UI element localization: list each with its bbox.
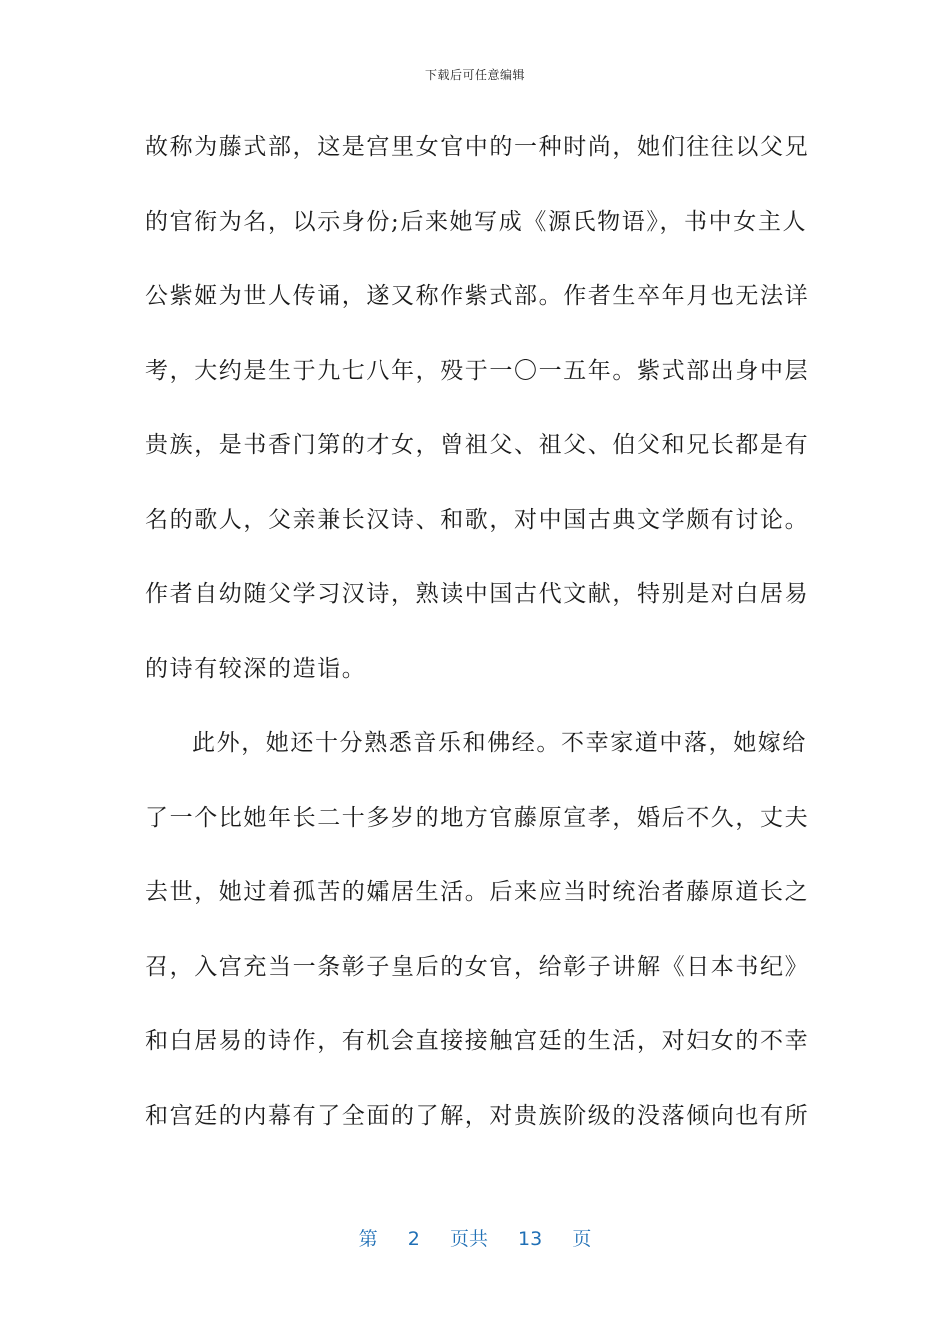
text-line: 故称为藤式部，这是宫里女官中的一种时尚，她们往往以父兄	[145, 134, 810, 160]
text-line: 了一个比她年长二十多岁的地方官藤原宣孝，婚后不久，丈夫	[145, 804, 810, 831]
text-line: 和白居易的诗作，有机会直接接触宫廷的生活，对妇女的不幸	[145, 1028, 810, 1054]
page-header-note: 下载后可任意编辑	[424, 68, 525, 82]
text-line: 考，大约是生于九七八年，殁于一〇一五年。紫式部出身中层	[145, 357, 810, 384]
page-number-footer	[0, 1224, 950, 1251]
paragraph	[145, 721, 825, 1168]
page-prefix: 第	[358, 1228, 378, 1250]
text-line: 此外，她还十分熟悉音乐和佛经。不幸家道中落，她嫁给	[192, 730, 807, 756]
paragraph	[145, 125, 825, 721]
text-line: 名的歌人，父亲兼长汉诗、和歌，对中国古典文学颇有讨论。	[145, 506, 810, 533]
current-page-number: 2	[407, 1228, 420, 1250]
total-pages-number: 13	[518, 1228, 543, 1250]
text-line: 公紫姬为世人传诵，遂又称作紫式部。作者生卒年月也无法详	[145, 283, 810, 309]
text-line: 的官衔为名，以示身份;后来她写成《源氏物语》，书中女主人	[145, 208, 808, 235]
text-line: 的诗有较深的造诣。	[145, 655, 367, 682]
text-line: 去世，她过着孤苦的孀居生活。后来应当时统治者藤原道长之	[145, 879, 810, 905]
text-line: 和宫廷的内幕有了全面的了解，对贵族阶级的没落倾向也有所	[145, 1102, 810, 1129]
document-body	[145, 125, 825, 1168]
page-middle-label: 页共	[449, 1228, 488, 1250]
text-line: 召，入宫充当一条彰子皇后的女官，给彰子讲解《日本书纪》	[145, 953, 810, 980]
text-line: 贵族，是书香门第的才女，曾祖父、祖父、伯父和兄长都是有	[145, 432, 810, 458]
page-suffix: 页	[572, 1228, 592, 1250]
text-line: 作者自幼随父学习汉诗，熟读中国古代文献，特别是对白居易	[145, 581, 810, 607]
